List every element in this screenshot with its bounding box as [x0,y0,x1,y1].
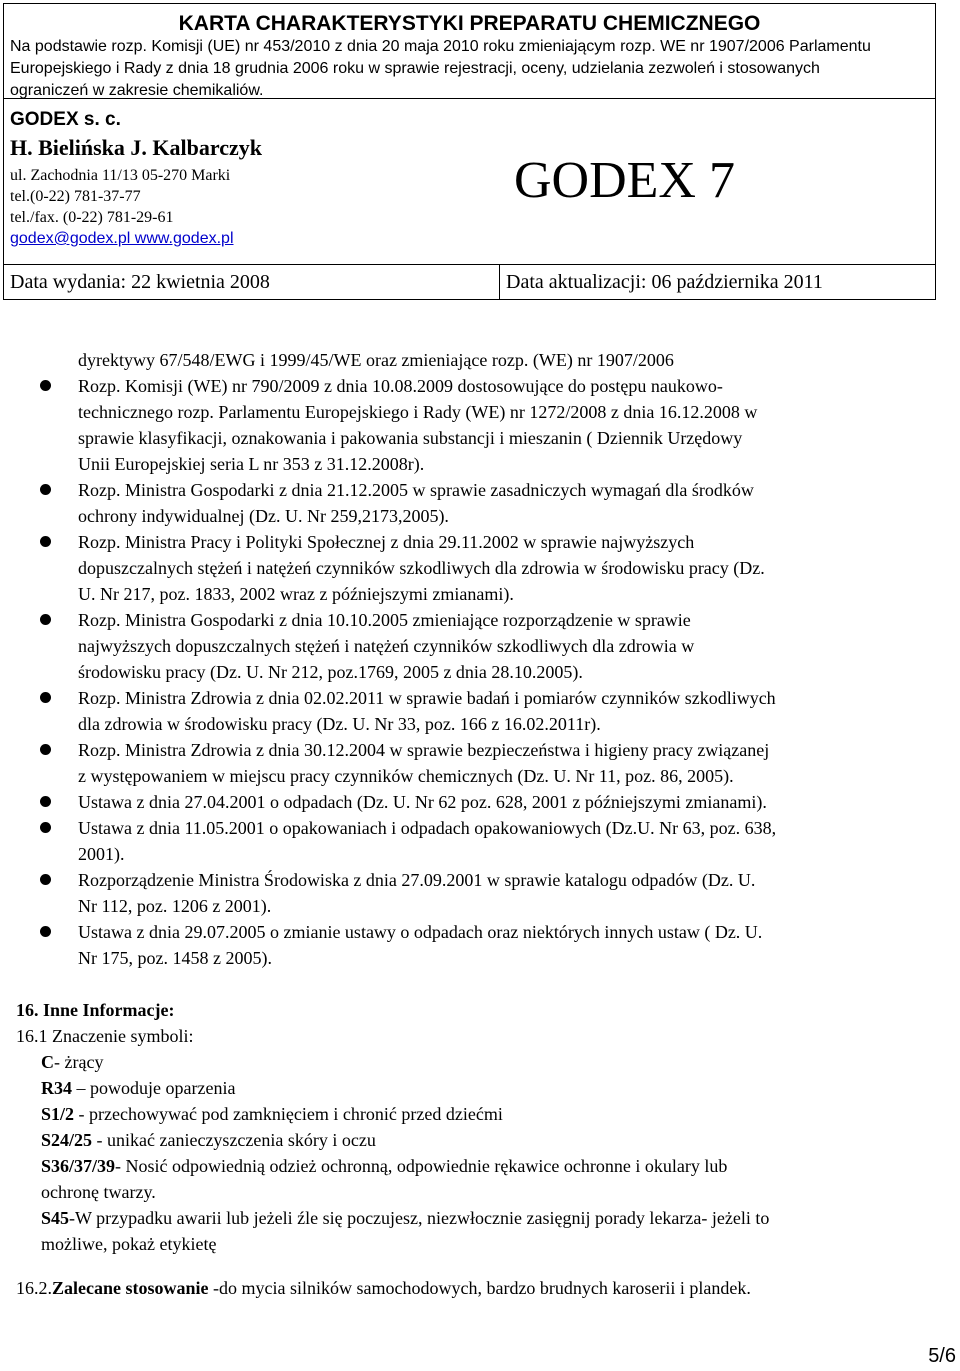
legal-basis-line: ograniczeń w zakresie chemikaliów. [10,82,264,99]
bullet-icon [40,614,51,625]
company-address: ul. Zachodnia 11/13 05-270 Marki [10,167,231,184]
section-16-title: 16. Inne Informacje: [16,1000,175,1020]
legal-item [40,685,950,737]
legal-item [40,477,950,529]
symbols-title: 16.1 Znaczenie symboli: [16,1026,194,1046]
symbol-entry [16,1101,951,1127]
legal-item-line: Unii Europejskiej seria L nr 353 z 31.12.2008r). [78,454,425,474]
symbol-desc-cont: ochronę twarzy. [41,1182,156,1202]
usage-label: Zalecane stosowanie [52,1278,209,1298]
legal-basis [10,36,929,102]
document-title: KARTA CHARAKTERYSTYKI PREPARATU CHEMICZNEGO [178,12,761,35]
legal-item-line: Rozp. Ministra Pracy i Polityki Społecznej z dnia 29.11.2002 w sprawie najwyższych [78,532,695,552]
symbol-entry [16,1075,951,1101]
company-tel: tel.(0-22) 781-37-77 [10,188,141,205]
legal-item-line: sprawie klasyfikacji, oznakowania i pakowania substancji i mieszanin ( Dziennik Urzędowy [78,428,743,448]
bullet-icon [40,926,51,937]
legal-item-line: dla zdrowia w środowisku pracy (Dz. U. Nr 33, poz. 166 z 16.02.2011r). [78,714,601,734]
product-name: GODEX 7 [514,152,735,209]
header-box [3,3,936,300]
company-name: GODEX s. c. [10,109,121,130]
legal-references [40,347,950,971]
legal-item-line: Rozp. Ministra Gospodarki z dnia 21.12.2005 w sprawie zasadniczych wymagań dla środków [78,480,754,500]
legal-item-line: Ustawa z dnia 29.07.2005 o zmianie ustawy o odpadach oraz niektórych innych ustaw ( Dz. U. [78,922,763,942]
symbol-desc-cont: możliwe, pokaż etykietę [41,1234,217,1254]
legal-item-line: najwyższych dopuszczalnych stężeń i natężeń czynników szkodliwych dla zdrowia w [78,636,695,656]
bullet-icon [40,744,51,755]
page-number: 5/6 [928,1345,956,1367]
header-dates-row [4,265,935,299]
symbol-entry [16,1127,951,1153]
bullet-icon [40,484,51,495]
legal-basis-line: Na podstawie rozp. Komisji (UE) nr 453/2010 z dnia 20 maja 2010 roku zmieniającym rozp. WE nr 1907/2006 Parlamentu [10,38,871,55]
bullet-icon [40,874,51,885]
legal-item-line: Rozporządzenie Ministra Środowiska z dnia 27.09.2001 w sprawie katalogu odpadów (Dz. U. [78,870,756,890]
symbol-code: S36/37/39 [41,1156,116,1176]
legal-item-line: 2001). [78,844,125,864]
legal-item-line: Ustawa z dnia 11.05.2001 o opakowaniach i odpadach opakowaniowych (Dz.U. Nr 63, poz. 638, [78,818,777,838]
legal-item-line: z występowaniem w miejscu pracy czynników chemicznych (Dz. U. Nr 11, poz. 86, 2005). [78,766,734,786]
legal-item-line: U. Nr 217, poz. 1833, 2002 wraz z późniejszymi zmianami). [78,584,514,604]
legal-item-line: technicznego rozp. Parlamentu Europejskiego i Rady (WE) nr 1272/2008 z dnia 16.12.2008 w [78,402,758,422]
legal-item [40,919,950,971]
legal-intro-line: dyrektywy 67/548/EWG i 1999/45/WE oraz zmieniające rozp. (WE) nr 1907/2006 [78,350,674,370]
symbol-desc: - unikać zanieczyszczenia skóry i oczu [92,1130,376,1150]
legal-item [40,529,950,607]
bullet-icon [40,796,51,807]
symbol-entry [16,1205,951,1257]
legal-basis-line: Europejskiego i Rady z dnia 18 grudnia 2006 roku w sprawie rejestracji, oceny, udzielania zezwoleń i stosowanych [10,60,820,77]
bullet-icon [40,692,51,703]
company-fax: tel./fax. (0-22) 781-29-61 [10,209,174,226]
update-date: Data aktualizacji: 06 października 2011 [506,271,823,293]
issue-date: Data wydania: 22 kwietnia 2008 [4,265,500,299]
symbol-desc: - Nosić odpowiednią odzież ochronną, odpowiednie rękawice ochronne i okulary lub [115,1156,728,1176]
legal-item-line: Rozp. Komisji (WE) nr 790/2009 z dnia 10.08.2009 dostosowujące do postępu naukowo- [78,376,723,396]
legal-item-line: Rozp. Ministra Zdrowia z dnia 02.02.2011 w sprawie badań i pomiarów czynników szkodliwych [78,688,776,708]
bullet-icon [40,380,51,391]
legal-item [40,867,950,919]
legal-item [40,737,950,789]
symbol-desc: – powoduje oparzenia [72,1078,236,1098]
section-16 [16,997,951,1301]
symbol-desc: - przechowywać pod zamknięciem i chronić przed dziećmi [74,1104,503,1124]
symbol-code: S24/25 [41,1130,93,1150]
company-contact-link[interactable]: godex@godex.pl www.godex.pl [10,230,234,247]
symbol-entry [16,1153,951,1205]
legal-item [40,789,950,815]
legal-item [40,373,950,477]
symbol-desc: -W przypadku awarii lub jeżeli źle się poczujesz, niezwłocznie zasięgnij porady lekarza- jeżeli to [69,1208,770,1228]
header-company-row [4,99,935,265]
company-info [4,99,304,264]
legal-item-line: ochrony indywidualnej (Dz. U. Nr 259,2173,2005). [78,506,449,526]
legal-item [40,607,950,685]
product-box [304,99,935,264]
symbol-code: S1/2 [41,1104,75,1124]
legal-item-line: Nr 175, poz. 1458 z 2005). [78,948,272,968]
recommended-use [16,1275,951,1301]
legal-item-line: Rozp. Ministra Zdrowia z dnia 30.12.2004 w sprawie bezpieczeństwa i higieny pracy związanej [78,740,770,760]
header-title-area [4,4,935,99]
legal-item-line: dopuszczalnych stężeń i natężeń czynników szkodliwych dla zdrowia w środowisku pracy (Dz. [78,558,765,578]
bullet-icon [40,822,51,833]
legal-item-line: Nr 112, poz. 1206 z 2001). [78,896,272,916]
legal-item-line: środowisku pracy (Dz. U. Nr 212, poz.1769, 2005 z dnia 28.10.2005). [78,662,583,682]
symbol-code: S45 [41,1208,70,1228]
symbol-code: R34 [41,1078,72,1098]
legal-item [40,815,950,867]
legal-item-line: Ustawa z dnia 27.04.2001 o odpadach (Dz. U. Nr 62 poz. 628, 2001 z późniejszymi zmianami). [78,792,767,812]
legal-item-line: Rozp. Ministra Gospodarki z dnia 10.10.2005 zmieniające rozporządzenie w sprawie [78,610,691,630]
company-owners: H. Bielińska J. Kalbarczyk [10,135,263,160]
symbol-code: C [41,1052,54,1072]
bullet-icon [40,536,51,547]
symbol-entry [16,1049,951,1075]
usage-prefix: 16.2. [16,1278,52,1298]
symbol-desc: - żrący [54,1052,104,1072]
usage-text: -do mycia silników samochodowych, bardzo brudnych karoserii i plandek. [208,1278,751,1298]
